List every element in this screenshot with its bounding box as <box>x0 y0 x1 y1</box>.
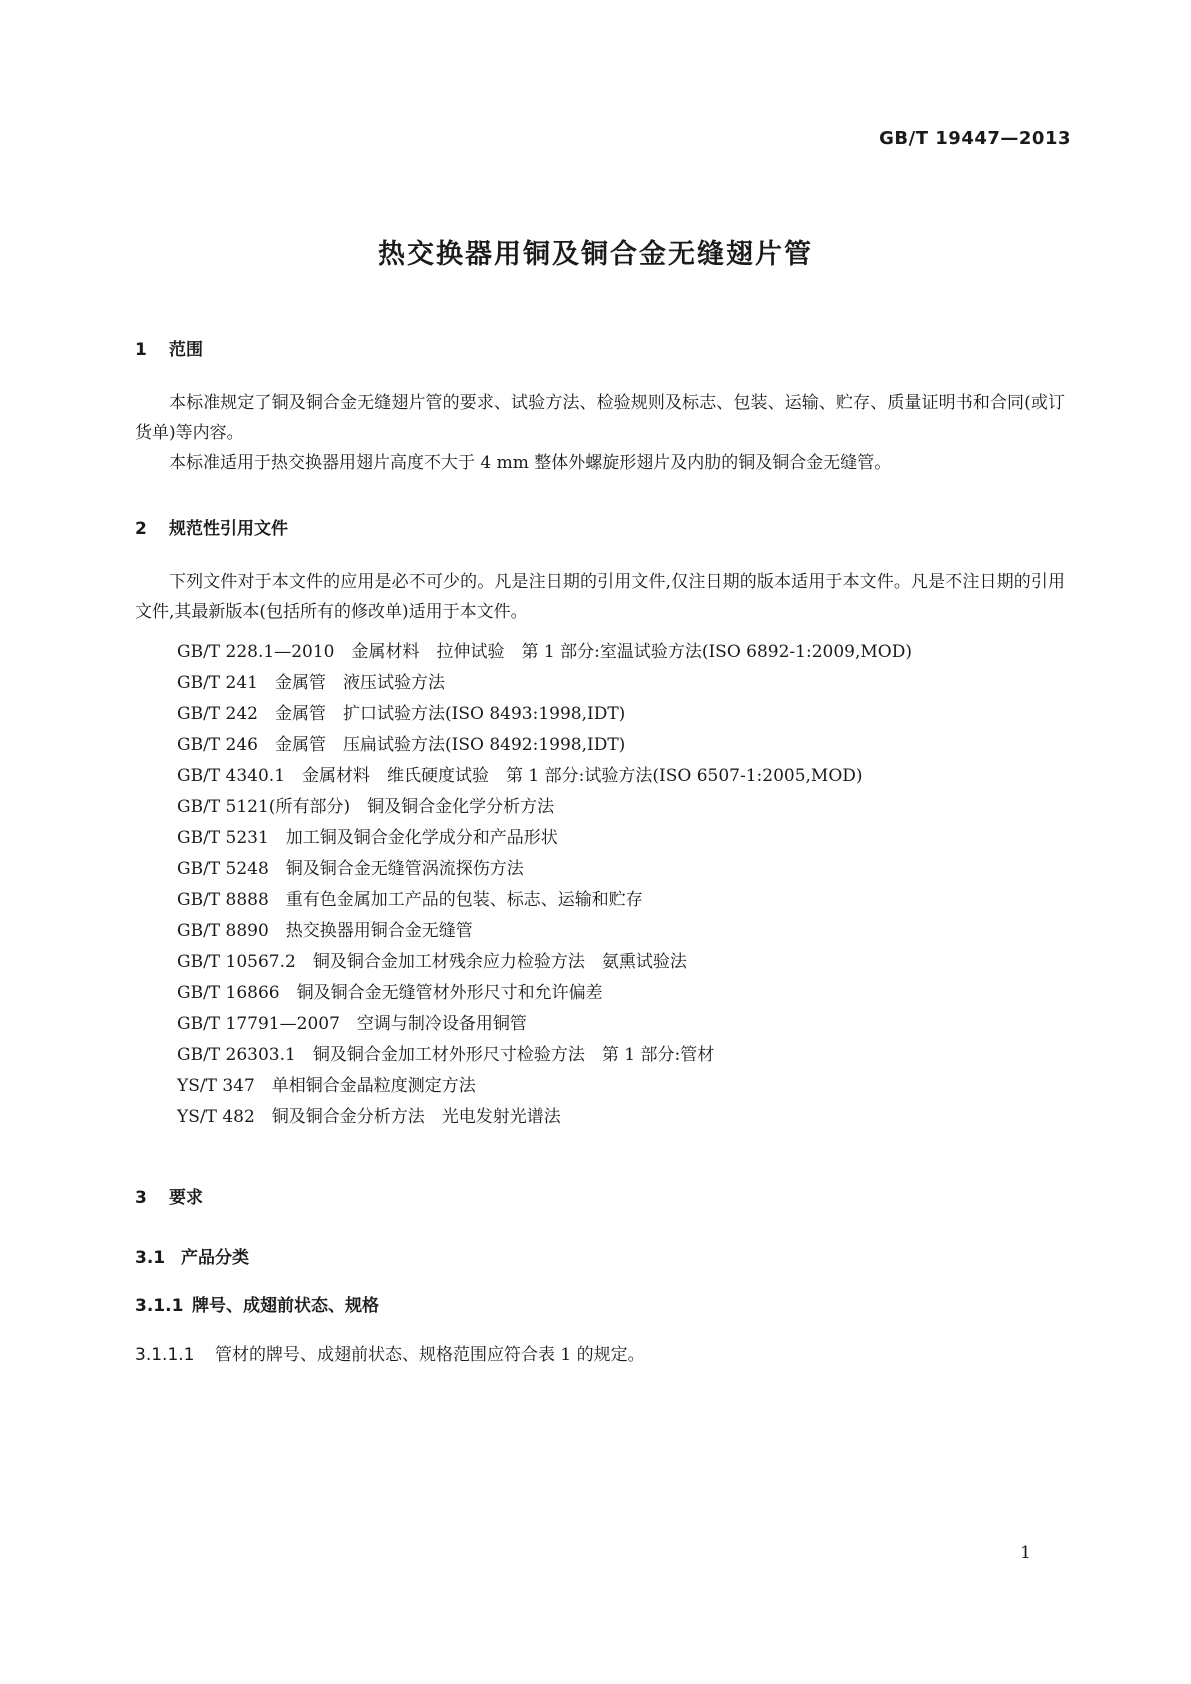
reference-item: GB/T 26303.1 铜及铜合金加工材外形尺寸检验方法 第 1 部分:管材 <box>177 1045 715 1065</box>
reference-item: GB/T 246 金属管 压扁试验方法(ISO 8492:1998,IDT) <box>177 735 626 755</box>
section-number: 2 <box>135 519 147 539</box>
section-title: 要求 <box>169 1188 203 1208</box>
subsection-title: 牌号、成翅前状态、规格 <box>192 1296 379 1316</box>
section-title: 范围 <box>169 340 203 360</box>
clause-number: 3.1.1.1 <box>135 1345 195 1365</box>
reference-item: GB/T 8890 热交换器用铜合金无缝管 <box>177 921 473 941</box>
section-number: 1 <box>135 340 147 360</box>
scope-paragraph-1: 本标准规定了铜及铜合金无缝翅片管的要求、试验方法、检验规则及标志、包装、运输、贮存、质量证明书和合同(或订货单)等内容。 <box>135 393 1065 443</box>
reference-item: YS/T 347 单相铜合金晶粒度测定方法 <box>177 1076 476 1096</box>
scope-paragraph-2: 本标准适用于热交换器用翅片高度不大于 4 mm 整体外螺旋形翅片及内肋的铜及铜合金无缝管。 <box>169 453 892 473</box>
standard-code: GB/T 19447—2013 <box>879 128 1071 149</box>
document-title: 热交换器用铜及铜合金无缝翅片管 <box>378 239 813 270</box>
reference-item: GB/T 16866 铜及铜合金无缝管材外形尺寸和允许偏差 <box>177 983 603 1003</box>
references-intro: 下列文件对于本文件的应用是必不可少的。凡是注日期的引用文件,仅注日期的版本适用于本文件。凡是不注日期的引用文件,其最新版本(包括所有的修改单)适用于本文件。 <box>135 572 1065 622</box>
reference-item: GB/T 242 金属管 扩口试验方法(ISO 8493:1998,IDT) <box>177 704 626 724</box>
section-1-heading <box>135 335 203 360</box>
reference-item: GB/T 5231 加工铜及铜合金化学成分和产品形状 <box>177 828 558 848</box>
reference-item: YS/T 482 铜及铜合金分析方法 光电发射光谱法 <box>177 1107 561 1127</box>
normative-references-list <box>177 637 912 1133</box>
section-number: 3 <box>135 1188 147 1208</box>
reference-item: GB/T 5248 铜及铜合金无缝管涡流探伤方法 <box>177 859 524 879</box>
subsection-number: 3.1.1 <box>135 1296 184 1316</box>
page-number: 1 <box>1020 1543 1031 1563</box>
subsection-title: 产品分类 <box>181 1248 249 1268</box>
section-title: 规范性引用文件 <box>169 519 288 539</box>
reference-item: GB/T 8888 重有色金属加工产品的包装、标志、运输和贮存 <box>177 890 643 910</box>
reference-item: GB/T 228.1—2010 金属材料 拉伸试验 第 1 部分:室温试验方法(ISO 6892-1:2009,MOD) <box>177 642 912 662</box>
section-3-heading <box>135 1183 203 1208</box>
subsection-3-1-heading <box>135 1243 249 1268</box>
clause-text: 管材的牌号、成翅前状态、规格范围应符合表 1 的规定。 <box>215 1345 645 1365</box>
reference-item: GB/T 4340.1 金属材料 维氏硬度试验 第 1 部分:试验方法(ISO 6507-1:2005,MOD) <box>177 766 863 786</box>
subsection-number: 3.1 <box>135 1248 166 1268</box>
reference-item: GB/T 5121(所有部分) 铜及铜合金化学分析方法 <box>177 797 555 817</box>
reference-item: GB/T 241 金属管 液压试验方法 <box>177 673 445 693</box>
clause-3-1-1-1 <box>135 1340 645 1365</box>
subsection-3-1-1-heading <box>135 1291 379 1316</box>
reference-item: GB/T 17791—2007 空调与制冷设备用铜管 <box>177 1014 527 1034</box>
reference-item: GB/T 10567.2 铜及铜合金加工材残余应力检验方法 氨熏试验法 <box>177 952 687 972</box>
section-2-heading <box>135 514 288 539</box>
